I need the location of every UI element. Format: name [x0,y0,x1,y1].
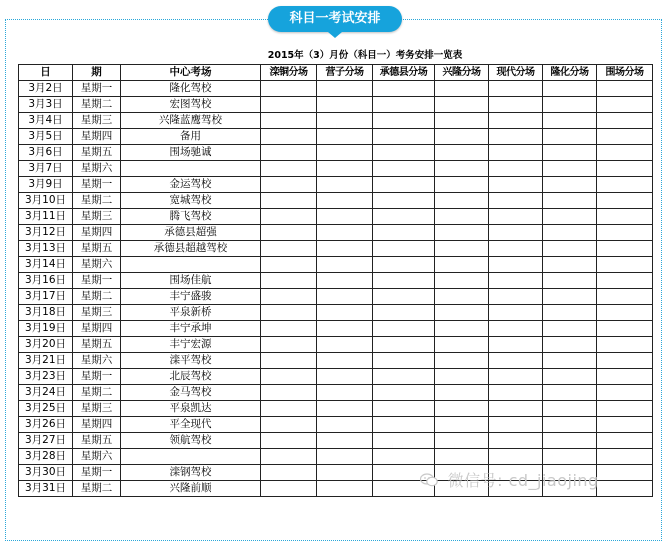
weekday-cell: 星期六 [73,449,121,465]
branch-venue-cell [261,241,317,257]
column-header-branch: 滦铜分场 [261,65,317,81]
branch-venue-cell [435,433,489,449]
branch-venue-cell [317,337,373,353]
branch-venue-cell [489,433,543,449]
center-venue-cell: 金运驾校 [121,177,261,193]
table-row [19,145,653,161]
branch-venue-cell [489,161,543,177]
table-row [19,353,653,369]
branch-venue-cell [317,257,373,273]
date-cell: 3月18日 [19,305,73,321]
branch-venue-cell [261,481,317,497]
center-venue-cell [121,161,261,177]
branch-venue-cell [597,305,653,321]
branch-venue-cell [373,81,435,97]
branch-venue-cell [543,417,597,433]
branch-venue-cell [489,385,543,401]
branch-venue-cell [373,273,435,289]
branch-venue-cell [261,385,317,401]
branch-venue-cell [435,369,489,385]
branch-venue-cell [489,81,543,97]
branch-venue-cell [317,225,373,241]
branch-venue-cell [261,145,317,161]
branch-venue-cell [435,113,489,129]
date-cell: 3月6日 [19,145,73,161]
branch-venue-cell [489,337,543,353]
center-venue-cell: 宽城驾校 [121,193,261,209]
center-venue-cell: 金马驾校 [121,385,261,401]
branch-venue-cell [373,385,435,401]
branch-venue-cell [489,113,543,129]
column-header-branch: 承德县分场 [373,65,435,81]
branch-venue-cell [317,353,373,369]
weekday-cell: 星期四 [73,321,121,337]
branch-venue-cell [317,113,373,129]
branch-venue-cell [489,369,543,385]
date-cell: 3月9日 [19,177,73,193]
exam-schedule-sheet [18,48,652,497]
branch-venue-cell [317,273,373,289]
branch-venue-cell [597,209,653,225]
branch-venue-cell [435,177,489,193]
table-row [19,241,653,257]
branch-venue-cell [317,129,373,145]
date-cell: 3月13日 [19,241,73,257]
branch-venue-cell [435,353,489,369]
date-cell: 3月11日 [19,209,73,225]
center-venue-cell: 兴隆前顺 [121,481,261,497]
branch-venue-cell [261,177,317,193]
branch-venue-cell [597,433,653,449]
weekday-cell: 星期一 [73,81,121,97]
branch-venue-cell [597,401,653,417]
branch-venue-cell [597,369,653,385]
branch-venue-cell [597,113,653,129]
branch-venue-cell [543,145,597,161]
center-venue-cell: 北辰驾校 [121,369,261,385]
weekday-cell: 星期一 [73,273,121,289]
table-row [19,97,653,113]
table-row [19,193,653,209]
branch-venue-cell [597,481,653,497]
branch-venue-cell [261,433,317,449]
center-venue-cell: 备用 [121,129,261,145]
branch-venue-cell [543,353,597,369]
branch-venue-cell [317,369,373,385]
branch-venue-cell [543,385,597,401]
table-row [19,289,653,305]
branch-venue-cell [261,129,317,145]
table-row [19,273,653,289]
weekday-cell: 星期二 [73,97,121,113]
table-row [19,129,653,145]
branch-venue-cell [317,193,373,209]
weekday-cell: 星期一 [73,177,121,193]
branch-venue-cell [597,321,653,337]
branch-venue-cell [261,449,317,465]
weekday-cell: 星期五 [73,337,121,353]
branch-venue-cell [543,161,597,177]
branch-venue-cell [543,273,597,289]
branch-venue-cell [489,225,543,241]
branch-venue-cell [373,113,435,129]
branch-venue-cell [261,353,317,369]
date-cell: 3月16日 [19,273,73,289]
branch-venue-cell [489,97,543,113]
branch-venue-cell [261,113,317,129]
branch-venue-cell [373,289,435,305]
branch-venue-cell [261,225,317,241]
branch-venue-cell [261,257,317,273]
weekday-cell: 星期四 [73,129,121,145]
branch-venue-cell [597,257,653,273]
weekday-cell: 星期三 [73,113,121,129]
date-cell: 3月23日 [19,369,73,385]
column-header-branch: 营子分场 [317,65,373,81]
weekday-cell: 星期五 [73,241,121,257]
column-header-day: 期 [73,65,121,81]
branch-venue-cell [373,433,435,449]
center-venue-cell: 滦平驾校 [121,353,261,369]
date-cell: 3月30日 [19,465,73,481]
branch-venue-cell [435,161,489,177]
branch-venue-cell [435,289,489,305]
date-cell: 3月2日 [19,81,73,97]
branch-venue-cell [435,129,489,145]
branch-venue-cell [261,97,317,113]
date-cell: 3月28日 [19,449,73,465]
date-cell: 3月12日 [19,225,73,241]
branch-venue-cell [373,417,435,433]
branch-venue-cell [543,433,597,449]
center-venue-cell: 丰宁承坤 [121,321,261,337]
date-cell: 3月10日 [19,193,73,209]
branch-venue-cell [543,225,597,241]
branch-venue-cell [261,289,317,305]
branch-venue-cell [373,401,435,417]
branch-venue-cell [489,273,543,289]
weekday-cell: 星期一 [73,369,121,385]
branch-venue-cell [435,337,489,353]
branch-venue-cell [317,385,373,401]
center-venue-cell: 滦钢驾校 [121,465,261,481]
branch-venue-cell [597,417,653,433]
column-header-branch: 围场分场 [597,65,653,81]
branch-venue-cell [543,97,597,113]
branch-venue-cell [543,81,597,97]
branch-venue-cell [435,449,489,465]
branch-venue-cell [435,81,489,97]
date-cell: 3月19日 [19,321,73,337]
branch-venue-cell [597,465,653,481]
center-venue-cell: 宏图驾校 [121,97,261,113]
branch-venue-cell [435,401,489,417]
branch-venue-cell [543,209,597,225]
branch-venue-cell [373,193,435,209]
branch-venue-cell [317,401,373,417]
branch-venue-cell [435,193,489,209]
center-venue-cell: 承德县超越驾校 [121,241,261,257]
table-row [19,401,653,417]
wechat-icon [420,473,438,487]
branch-venue-cell [261,417,317,433]
branch-venue-cell [373,321,435,337]
branch-venue-cell [261,305,317,321]
branch-venue-cell [489,257,543,273]
branch-venue-cell [317,97,373,113]
weekday-cell: 星期三 [73,305,121,321]
date-cell: 3月3日 [19,97,73,113]
center-venue-cell [121,257,261,273]
branch-venue-cell [435,257,489,273]
center-venue-cell: 领航驾校 [121,433,261,449]
branch-venue-cell [543,305,597,321]
center-venue-cell: 围场驰诚 [121,145,261,161]
table-row [19,209,653,225]
center-venue-cell: 平泉新桥 [121,305,261,321]
branch-venue-cell [317,209,373,225]
branch-venue-cell [373,449,435,465]
date-cell: 3月27日 [19,433,73,449]
branch-venue-cell [261,273,317,289]
branch-venue-cell [597,193,653,209]
branch-venue-cell [435,273,489,289]
date-cell: 3月31日 [19,481,73,497]
branch-venue-cell [597,337,653,353]
branch-venue-cell [597,353,653,369]
branch-venue-cell [489,401,543,417]
table-row [19,337,653,353]
branch-venue-cell [373,129,435,145]
weekday-cell: 星期二 [73,385,121,401]
branch-venue-cell [317,305,373,321]
weekday-cell: 星期五 [73,433,121,449]
weekday-cell: 星期二 [73,481,121,497]
branch-venue-cell [261,369,317,385]
branch-venue-cell [543,337,597,353]
branch-venue-cell [261,81,317,97]
table-row [19,369,653,385]
branch-venue-cell [373,241,435,257]
table-row [19,257,653,273]
center-venue-cell: 丰宁盛骏 [121,289,261,305]
table-row [19,449,653,465]
branch-venue-cell [543,113,597,129]
branch-venue-cell [597,161,653,177]
branch-venue-cell [489,177,543,193]
branch-venue-cell [373,177,435,193]
branch-venue-cell [317,321,373,337]
branch-venue-cell [597,81,653,97]
branch-venue-cell [435,145,489,161]
date-cell: 3月5日 [19,129,73,145]
branch-venue-cell [317,81,373,97]
center-venue-cell: 承德县超强 [121,225,261,241]
branch-venue-cell [597,289,653,305]
branch-venue-cell [261,209,317,225]
branch-venue-cell [543,129,597,145]
table-body [19,81,653,497]
weekday-cell: 星期三 [73,209,121,225]
branch-venue-cell [317,289,373,305]
table-row [19,433,653,449]
branch-venue-cell [261,401,317,417]
center-venue-cell [121,449,261,465]
date-cell: 3月26日 [19,417,73,433]
branch-venue-cell [435,225,489,241]
branch-venue-cell [317,417,373,433]
branch-venue-cell [597,97,653,113]
branch-venue-cell [597,225,653,241]
column-header-branch: 兴隆分场 [435,65,489,81]
branch-venue-cell [373,225,435,241]
branch-venue-cell [261,337,317,353]
branch-venue-cell [489,209,543,225]
branch-venue-cell [435,97,489,113]
date-cell: 3月17日 [19,289,73,305]
branch-venue-cell [373,97,435,113]
branch-venue-cell [489,417,543,433]
branch-venue-cell [543,369,597,385]
table-row [19,385,653,401]
branch-venue-cell [317,145,373,161]
branch-venue-cell [543,241,597,257]
branch-venue-cell [597,385,653,401]
branch-venue-cell [597,273,653,289]
date-cell: 3月20日 [19,337,73,353]
branch-venue-cell [543,177,597,193]
watermark [420,468,599,491]
branch-venue-cell [373,353,435,369]
branch-venue-cell [261,193,317,209]
center-venue-cell: 围场佳航 [121,273,261,289]
watermark-text: 微信号: cd_jiaojing [447,471,599,490]
branch-venue-cell [261,161,317,177]
branch-venue-cell [489,449,543,465]
table-row [19,417,653,433]
branch-venue-cell [317,465,373,481]
exam-schedule-table [18,64,653,497]
date-cell: 3月4日 [19,113,73,129]
branch-venue-cell [373,369,435,385]
table-row [19,81,653,97]
branch-venue-cell [597,241,653,257]
branch-venue-cell [435,417,489,433]
date-cell: 3月25日 [19,401,73,417]
center-venue-cell: 丰宁宏源 [121,337,261,353]
date-cell: 3月14日 [19,257,73,273]
branch-venue-cell [435,209,489,225]
weekday-cell: 星期二 [73,193,121,209]
weekday-cell: 星期三 [73,401,121,417]
branch-venue-cell [489,241,543,257]
branch-venue-cell [489,305,543,321]
center-venue-cell: 隆化驾校 [121,81,261,97]
branch-venue-cell [489,129,543,145]
weekday-cell: 星期二 [73,289,121,305]
branch-venue-cell [435,241,489,257]
branch-venue-cell [489,145,543,161]
branch-venue-cell [489,353,543,369]
branch-venue-cell [317,449,373,465]
table-row [19,321,653,337]
table-row [19,305,653,321]
branch-venue-cell [597,145,653,161]
center-venue-cell: 平泉凯达 [121,401,261,417]
column-header-center: 中心考场 [121,65,261,81]
date-cell: 3月24日 [19,385,73,401]
branch-venue-cell [373,337,435,353]
date-cell: 3月21日 [19,353,73,369]
table-row [19,177,653,193]
branch-venue-cell [373,209,435,225]
branch-venue-cell [489,321,543,337]
sheet-title: 2015年（3）月份（科目一）考务安排一览表 [267,50,463,61]
branch-venue-cell [489,193,543,209]
center-venue-cell: 平全现代 [121,417,261,433]
branch-venue-cell [597,177,653,193]
table-row [19,225,653,241]
branch-venue-cell [543,449,597,465]
branch-venue-cell [543,289,597,305]
section-title-badge: 科目一考试安排 [268,6,402,32]
column-header-date: 日 [19,65,73,81]
branch-venue-cell [317,481,373,497]
branch-venue-cell [373,161,435,177]
branch-venue-cell [317,241,373,257]
table-row [19,161,653,177]
branch-venue-cell [373,257,435,273]
branch-venue-cell [597,449,653,465]
branch-venue-cell [317,177,373,193]
branch-venue-cell [373,305,435,321]
branch-venue-cell [373,145,435,161]
branch-venue-cell [543,193,597,209]
branch-venue-cell [543,401,597,417]
column-header-branch: 隆化分场 [543,65,597,81]
column-header-branch: 现代分场 [489,65,543,81]
weekday-cell: 星期五 [73,145,121,161]
branch-venue-cell [543,257,597,273]
table-header-row [19,65,653,81]
branch-venue-cell [489,289,543,305]
weekday-cell: 星期六 [73,353,121,369]
branch-venue-cell [435,305,489,321]
weekday-cell: 星期一 [73,465,121,481]
center-venue-cell: 兴隆蓝鹰驾校 [121,113,261,129]
date-cell: 3月7日 [19,161,73,177]
branch-venue-cell [435,385,489,401]
weekday-cell: 星期四 [73,225,121,241]
weekday-cell: 星期六 [73,161,121,177]
branch-venue-cell [435,321,489,337]
table-row [19,113,653,129]
branch-venue-cell [317,161,373,177]
center-venue-cell: 腾飞驾校 [121,209,261,225]
branch-venue-cell [317,433,373,449]
branch-venue-cell [543,321,597,337]
branch-venue-cell [597,129,653,145]
branch-venue-cell [261,465,317,481]
branch-venue-cell [261,321,317,337]
weekday-cell: 星期四 [73,417,121,433]
weekday-cell: 星期六 [73,257,121,273]
